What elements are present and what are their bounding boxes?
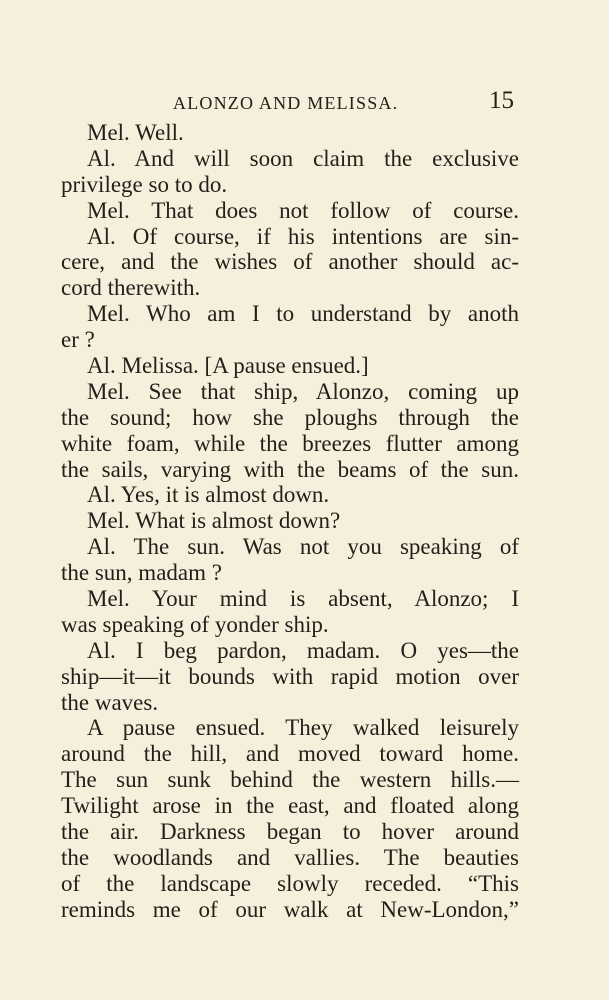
text-line: cere, and the wishes of another should ac- (61, 249, 519, 275)
text-line: Mel. Who am I to understand by anoth (87, 301, 519, 327)
text-line: the sun, madam ? (61, 560, 222, 586)
body-text (61, 120, 519, 923)
text-line: Mel. Well. (87, 120, 184, 145)
text-line: Al. Melissa. [A pause ensued.] (87, 353, 369, 379)
text-line: Twilight arose in the east, and floated along (61, 793, 519, 819)
text-line: The sun sunk behind the western hills.— (61, 767, 519, 793)
text-line: the sails, varying with the beams of the sun. (61, 456, 519, 482)
text-line: was speaking of yonder ship. (61, 611, 329, 637)
text-line: Mel. That does not follow of course. (87, 197, 519, 223)
text-line: er ? (61, 327, 95, 353)
text-line: privilege so to do. (61, 171, 228, 197)
page-number: 15 (489, 87, 514, 114)
text-line: Mel. Your mind is absent, Alonzo; I (87, 586, 519, 612)
text-line: cord therewith. (61, 275, 201, 301)
text-line: A pause ensued. They walked leisurely (87, 715, 519, 741)
text-line: Mel. See that ship, Alonzo, coming up (87, 378, 519, 404)
text-line: the air. Darkness began to hover around (61, 819, 519, 845)
running-title: ALONZO AND MELISSA. (173, 93, 399, 113)
text-line: Mel. What is almost down? (87, 508, 341, 534)
text-line: ship—it—it bounds with rapid motion over (61, 663, 519, 689)
text-line: Al. And will soon claim the exclusive (87, 145, 519, 171)
text-line: the sound; how she ploughs through the (61, 404, 519, 430)
text-line: Al. Of course, if his intentions are sin- (87, 223, 519, 249)
text-line: the woodlands and vallies. The beauties (61, 844, 519, 870)
running-header (0, 88, 609, 118)
text-line: Al. I beg pardon, madam. O yes—the (87, 637, 519, 663)
text-line: the waves. (61, 689, 159, 715)
text-line: white foam, while the breezes flutter among (61, 430, 519, 456)
text-line: of the landscape slowly receded. “This (61, 870, 519, 896)
text-line: reminds me of our walk at New-London,” (61, 896, 519, 922)
text-line: around the hill, and moved toward home. (61, 741, 519, 767)
text-line: Al. The sun. Was not you speaking of (87, 534, 519, 560)
text-line: Al. Yes, it is almost down. (87, 482, 330, 508)
